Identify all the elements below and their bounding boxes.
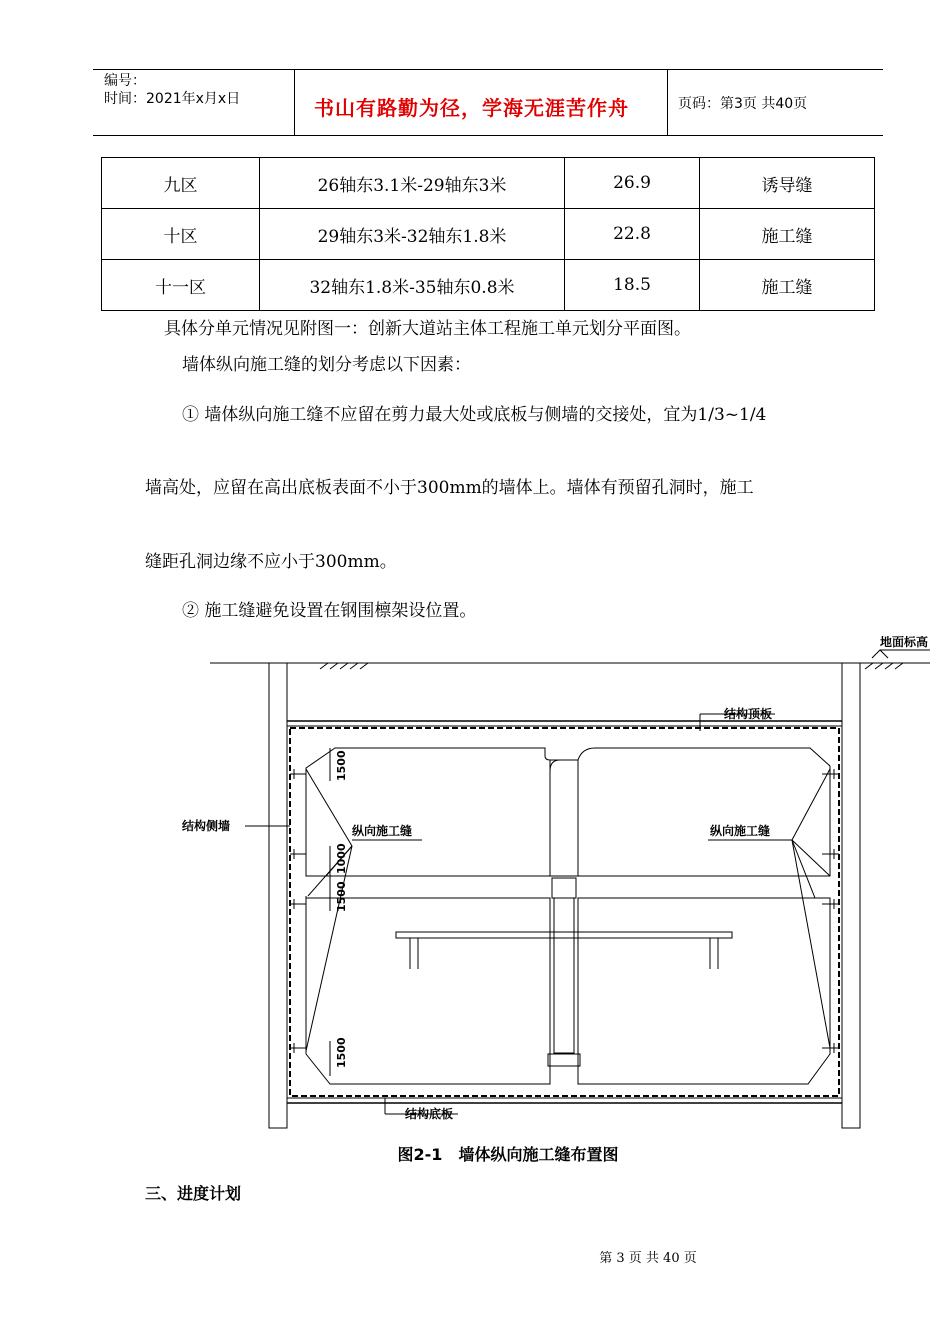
- paragraph-unit-reference: 具体分单元情况见附图一：创新大道站主体工程施工单元划分平面图。: [164, 319, 691, 339]
- figure-caption: 图2-1 墙体纵向施工缝布置图: [397, 1145, 619, 1164]
- joint-type-cell: 施工缝: [700, 260, 875, 311]
- wale-ticks-left-icon: [290, 769, 306, 1053]
- range-cell: 29轴东3米-32轴东1.8米: [260, 209, 565, 260]
- paragraph-factors-intro: 墙体纵向施工缝的划分考虑以下因素：: [182, 355, 471, 375]
- header-motto: 书山有路勤为径，学海无涯苦作舟: [314, 96, 629, 120]
- header-time-label: 时间：2021年x月x日: [104, 91, 241, 107]
- paragraph-factor-2: ② 施工缝避免设置在钢围檩架设位置。: [182, 601, 477, 621]
- ground-hatch-right-icon: [865, 663, 903, 669]
- section-title: 三、进度计划: [145, 1184, 242, 1203]
- header-divider-right: [667, 69, 668, 136]
- table-row: [102, 209, 875, 260]
- elevation-marker-icon: [872, 650, 888, 658]
- length-cell: 18.5: [565, 260, 700, 311]
- label-side-wall: 结构侧墙: [182, 819, 231, 833]
- label-joint-left: 纵向施工缝: [352, 824, 413, 838]
- header-top-rule: [93, 69, 883, 70]
- header-divider-left: [294, 69, 295, 136]
- label-bottom-slab: 结构底板: [405, 1107, 454, 1121]
- paragraph-factor-1-line1: ① 墙体纵向施工缝不应留在剪力最大处或底板与侧墙的交接处，宜为1/3~1/4: [182, 405, 767, 425]
- page-footer: 第 3 页 共 40 页: [599, 1251, 697, 1266]
- label-roof-slab: 结构顶板: [724, 707, 773, 721]
- range-cell: 26轴东3.1米-29轴东3米: [260, 158, 565, 209]
- zone-cell: 十一区: [102, 260, 260, 311]
- label-ground-elevation: 地面标高: [880, 636, 929, 649]
- unit-division-table: [101, 157, 875, 311]
- table-row: [102, 158, 875, 209]
- ground-hatch-left-icon: [320, 663, 368, 669]
- table-row: [102, 260, 875, 311]
- header-page-info: 页码：第3页 共40页: [678, 96, 808, 112]
- header-bottom-rule: [93, 135, 883, 136]
- label-joint-right: 纵向施工缝: [710, 824, 771, 838]
- joint-type-cell: 施工缝: [700, 209, 875, 260]
- paragraph-factor-1-line3: 缝距孔洞边缘不应小于300mm。: [145, 552, 397, 572]
- joint-type-cell: 诱导缝: [700, 158, 875, 209]
- dimension-mid-a: 1000: [335, 843, 348, 874]
- zone-cell: 九区: [102, 158, 260, 209]
- zone-cell: 十区: [102, 209, 260, 260]
- dimension-mid-b: 1500: [335, 881, 348, 912]
- length-cell: 26.9: [565, 158, 700, 209]
- dimension-bottom: 1500: [335, 1037, 348, 1068]
- dimension-top: 1500: [335, 750, 348, 781]
- length-cell: 22.8: [565, 209, 700, 260]
- header-number-label: 编号：: [104, 73, 146, 89]
- range-cell: 32轴东1.8米-35轴东0.8米: [260, 260, 565, 311]
- paragraph-factor-1-line2: 墙高处，应留在高出底板表面不小于300mm的墙体上。墙体有预留孔洞时，施工: [145, 478, 754, 498]
- joint-layout-drawing: [180, 636, 940, 1131]
